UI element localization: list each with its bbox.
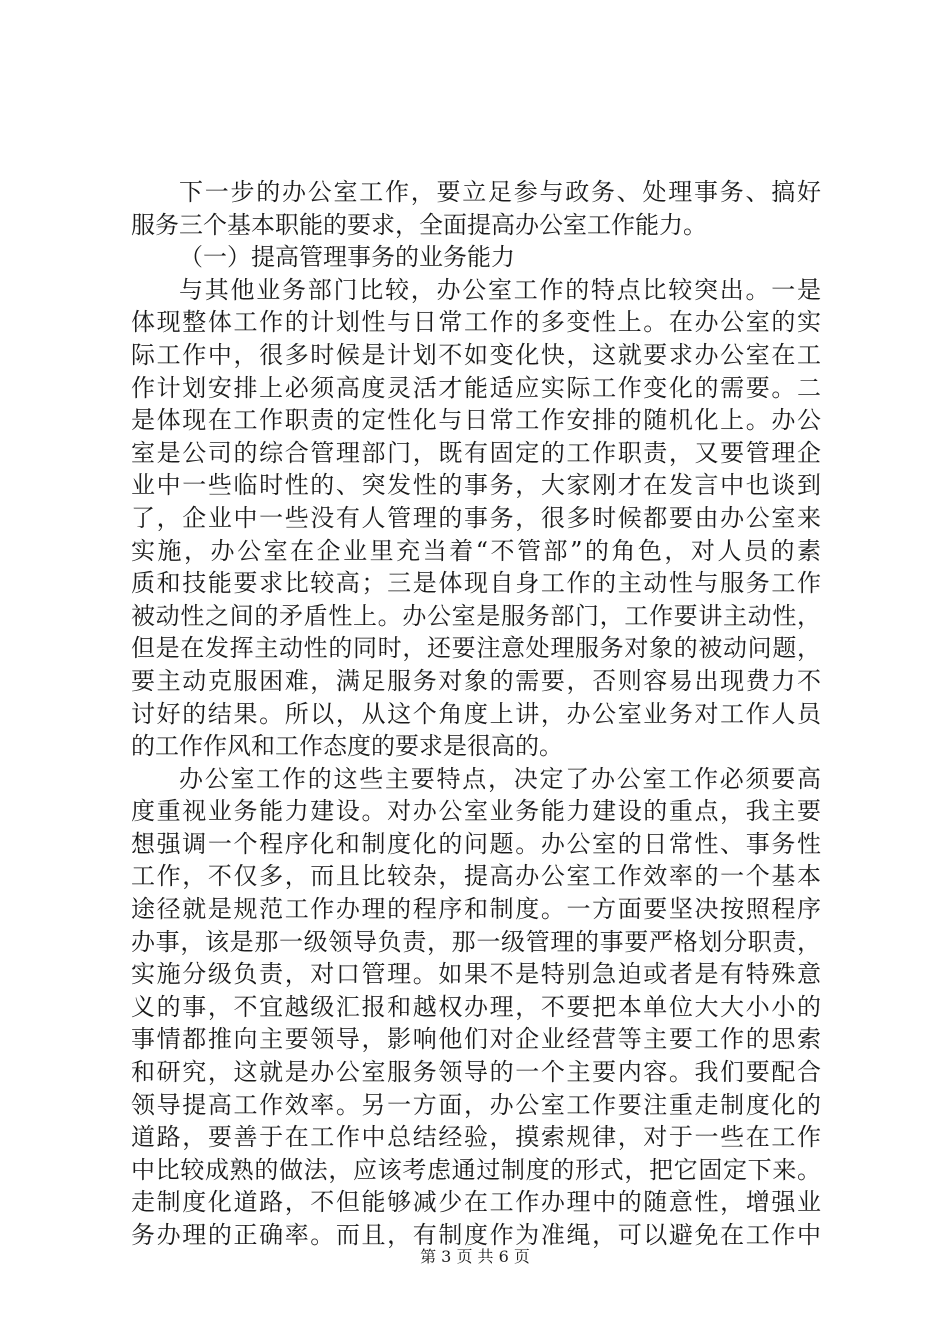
body-text-line: 业中一些临时性的、突发性的事务，大家刚才在发言中也谈到	[131, 471, 821, 500]
page-number-footer: 第 3 页 共 6 页	[420, 1247, 530, 1266]
body-text-line: 办公室工作的这些主要特点，决定了办公室工作必须要高	[179, 764, 821, 793]
body-text-line: 下一步的办公室工作，要立足参与政务、处理事务、搞好	[179, 178, 821, 206]
body-text-line: 途径就是规范工作办理的程序和制度。一方面要坚决按照程序	[131, 895, 821, 924]
body-text-line: 中比较成熟的做法，应该考虑通过制度的形式，把它固定下来。	[131, 1155, 821, 1184]
section-heading: （一）提高管理事务的业务能力	[179, 243, 515, 272]
document-body	[131, 176, 821, 1252]
body-text-line: 但是在发挥主动性的同时，还要注意处理服务对象的被动问题，	[131, 634, 821, 663]
body-text-line: 想强调一个程序化和制度化的问题。办公室的日常性、事务性	[131, 829, 821, 858]
body-text-line: 领导提高工作效率。另一方面，办公室工作要注重走制度化的	[131, 1090, 821, 1119]
body-text-line: 服务三个基本职能的要求，全面提高办公室工作能力。	[131, 210, 707, 239]
body-text-line: 作计划安排上必须高度灵活才能适应实际工作变化的需要。二	[131, 373, 821, 402]
body-text-line: 的工作作风和工作态度的要求是很高的。	[131, 732, 563, 761]
body-text-line: 办事，该是那一级领导负责，那一级管理的事要严格划分职责，	[131, 927, 821, 956]
body-text-line: 室是公司的综合管理部门，既有固定的工作职责，又要管理企	[131, 438, 821, 467]
body-text-line: 要主动克服困难，满足服务对象的需要，否则容易出现费力不	[131, 666, 821, 695]
body-text-line: 走制度化道路，不但能够减少在工作办理中的随意性，增强业	[131, 1188, 821, 1217]
body-text-line: 体现整体工作的计划性与日常工作的多变性上。在办公室的实	[131, 308, 821, 337]
body-text-line: 和研究，这就是办公室服务领导的一个主要内容。我们要配合	[131, 1058, 821, 1087]
body-text-line: 际工作中，很多时候是计划不如变化快，这就要求办公室在工	[131, 340, 821, 369]
body-text-line: 了，企业中一些没有人管理的事务，很多时候都要由办公室来	[131, 503, 821, 532]
body-text-line: 讨好的结果。所以，从这个角度上讲，办公室业务对工作人员	[131, 699, 821, 728]
body-text-line: 事情都推向主要领导，影响他们对企业经营等主要工作的思索	[131, 1025, 821, 1054]
body-text-line: 质和技能要求比较高；三是体现自身工作的主动性与服务工作	[131, 569, 821, 598]
body-text-line: 被动性之间的矛盾性上。办公室是服务部门，工作要讲主动性，	[131, 601, 821, 630]
body-text-line: 实施，办公室在企业里充当着“不管部”的角色，对人员的素	[131, 536, 821, 565]
body-text-line: 实施分级负责，对口管理。如果不是特别急迫或者是有特殊意	[131, 960, 821, 989]
body-text-line: 与其他业务部门比较，办公室工作的特点比较突出。一是	[179, 275, 821, 304]
body-text-line: 道路，要善于在工作中总结经验，摸索规律，对于一些在工作	[131, 1123, 821, 1152]
body-text-line: 度重视业务能力建设。对办公室业务能力建设的重点，我主要	[131, 797, 821, 826]
body-text-line: 是体现在工作职责的定性化与日常工作安排的随机化上。办公	[131, 406, 821, 435]
body-text-line: 义的事，不宜越级汇报和越权办理，不要把本单位大大小小的	[131, 992, 821, 1021]
body-text-line: 务办理的正确率。而且，有制度作为准绳，可以避免在工作中	[131, 1221, 821, 1249]
body-text-line: 工作，不仅多，而且比较杂，提高办公室工作效率的一个基本	[131, 862, 821, 891]
